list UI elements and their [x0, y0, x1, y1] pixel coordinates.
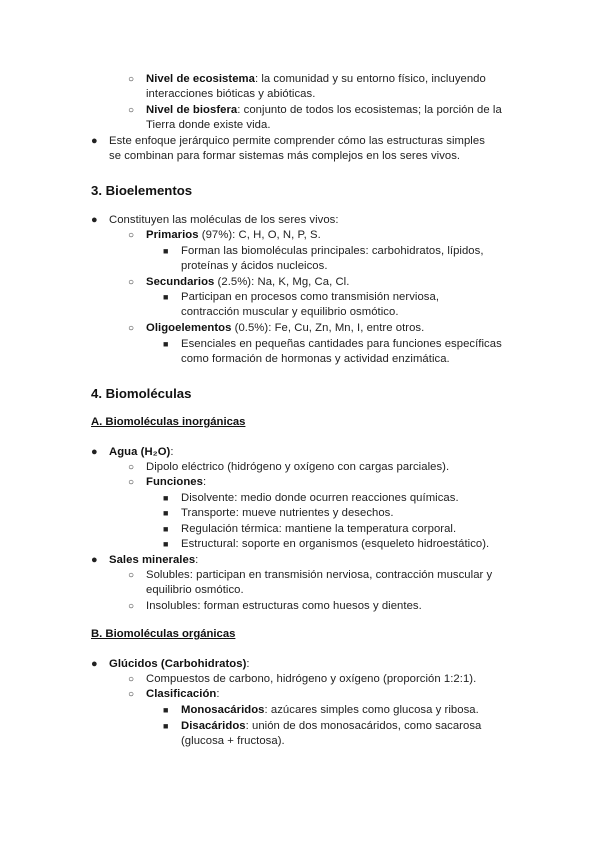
square-bullet-icon: ■: [163, 292, 169, 302]
list-item: Insolubles: forman estructuras como huesos y dientes.: [146, 600, 422, 612]
list-item: Nivel de biosfera: conjunto de todos los ecosistemas; la porción de la: [146, 104, 502, 116]
list-item: Disolvente: medio donde ocurren reacciones químicas.: [181, 492, 459, 504]
list-item: Monosacáridos: azúcares simples como glucosa y ribosa.: [181, 704, 479, 716]
disc-bullet-icon: ●: [91, 214, 98, 226]
square-bullet-icon: ■: [163, 539, 169, 549]
list-item-cont: (glucosa + fructosa).: [181, 735, 285, 747]
list-item: Este enfoque jerárquico permite comprender cómo las estructuras simples: [109, 135, 485, 147]
list-item: Sales minerales:: [109, 554, 199, 566]
subheading-organicas: B. Biomoléculas orgánicas: [91, 628, 236, 640]
subheading-inorganicas: A. Biomoléculas inorgánicas: [91, 416, 246, 428]
circle-bullet-icon: ○: [128, 74, 135, 85]
circle-bullet-icon: ○: [128, 277, 135, 288]
list-item: Funciones:: [146, 476, 207, 488]
list-item: Solubles: participan en transmisión nerviosa, contracción muscular y: [146, 569, 493, 581]
disc-bullet-icon: ●: [91, 135, 98, 147]
square-bullet-icon: ■: [163, 524, 169, 534]
circle-bullet-icon: ○: [128, 570, 135, 581]
list-item: Primarios (97%): C, H, O, N, P, S.: [146, 229, 321, 241]
disc-bullet-icon: ●: [91, 554, 98, 566]
list-item: Forman las biomoléculas principales: carbohidratos, lípidos,: [181, 245, 484, 257]
list-item: Oligoelementos (0.5%): Fe, Cu, Zn, Mn, I, entre otros.: [146, 322, 425, 334]
circle-bullet-icon: ○: [128, 477, 135, 488]
list-item: Esenciales en pequeñas cantidades para funciones específicas: [181, 338, 502, 350]
circle-bullet-icon: ○: [128, 105, 135, 116]
square-bullet-icon: ■: [163, 339, 169, 349]
circle-bullet-icon: ○: [128, 323, 135, 334]
list-item: Dipolo eléctrico (hidrógeno y oxígeno con cargas parciales).: [146, 461, 450, 473]
section-heading-bioelementos: 3. Bioelementos: [91, 183, 193, 198]
list-item: Constituyen las moléculas de los seres vivos:: [109, 214, 339, 226]
list-item-cont: interacciones bióticas y abióticas.: [146, 88, 316, 100]
section-heading-biomoleculas: 4. Biomoléculas: [91, 386, 192, 401]
list-item: Disacáridos: unión de dos monosacáridos, como sacarosa: [181, 720, 482, 732]
square-bullet-icon: ■: [163, 508, 169, 518]
list-item: Compuestos de carbono, hidrógeno y oxígeno (proporción 1:2:1).: [146, 673, 477, 685]
disc-bullet-icon: ●: [91, 446, 98, 458]
list-item: Secundarios (2.5%): Na, K, Mg, Ca, Cl.: [146, 276, 350, 288]
list-item: Nivel de ecosistema: la comunidad y su entorno físico, incluyendo: [146, 73, 486, 85]
list-item-cont: equilibrio osmótico.: [146, 584, 244, 596]
circle-bullet-icon: ○: [128, 601, 135, 612]
list-item: Regulación térmica: mantiene la temperatura corporal.: [181, 523, 457, 535]
circle-bullet-icon: ○: [128, 674, 135, 685]
square-bullet-icon: ■: [163, 493, 169, 503]
list-item: Glúcidos (Carbohidratos):: [109, 658, 250, 670]
square-bullet-icon: ■: [163, 705, 169, 715]
list-item: Agua (H₂O):: [109, 446, 174, 458]
disc-bullet-icon: ●: [91, 658, 98, 670]
list-item-cont: proteínas y ácidos nucleicos.: [181, 260, 328, 272]
list-item-cont: se combinan para formar sistemas más complejos en los seres vivos.: [109, 150, 461, 162]
square-bullet-icon: ■: [163, 721, 169, 731]
circle-bullet-icon: ○: [128, 230, 135, 241]
list-item-cont: contracción muscular y equilibrio osmótico.: [181, 306, 399, 318]
circle-bullet-icon: ○: [128, 689, 135, 700]
list-item-cont: Tierra donde existe vida.: [146, 119, 271, 131]
square-bullet-icon: ■: [163, 246, 169, 256]
circle-bullet-icon: ○: [128, 462, 135, 473]
list-item: Estructural: soporte en organismos (esqueleto hidroestático).: [181, 538, 490, 550]
list-item: Participan en procesos como transmisión nerviosa,: [181, 291, 440, 303]
list-item: Clasificación:: [146, 688, 220, 700]
list-item: Transporte: mueve nutrientes y desechos.: [181, 507, 394, 519]
list-item-cont: como formación de hormonas y actividad enzimática.: [181, 353, 450, 365]
